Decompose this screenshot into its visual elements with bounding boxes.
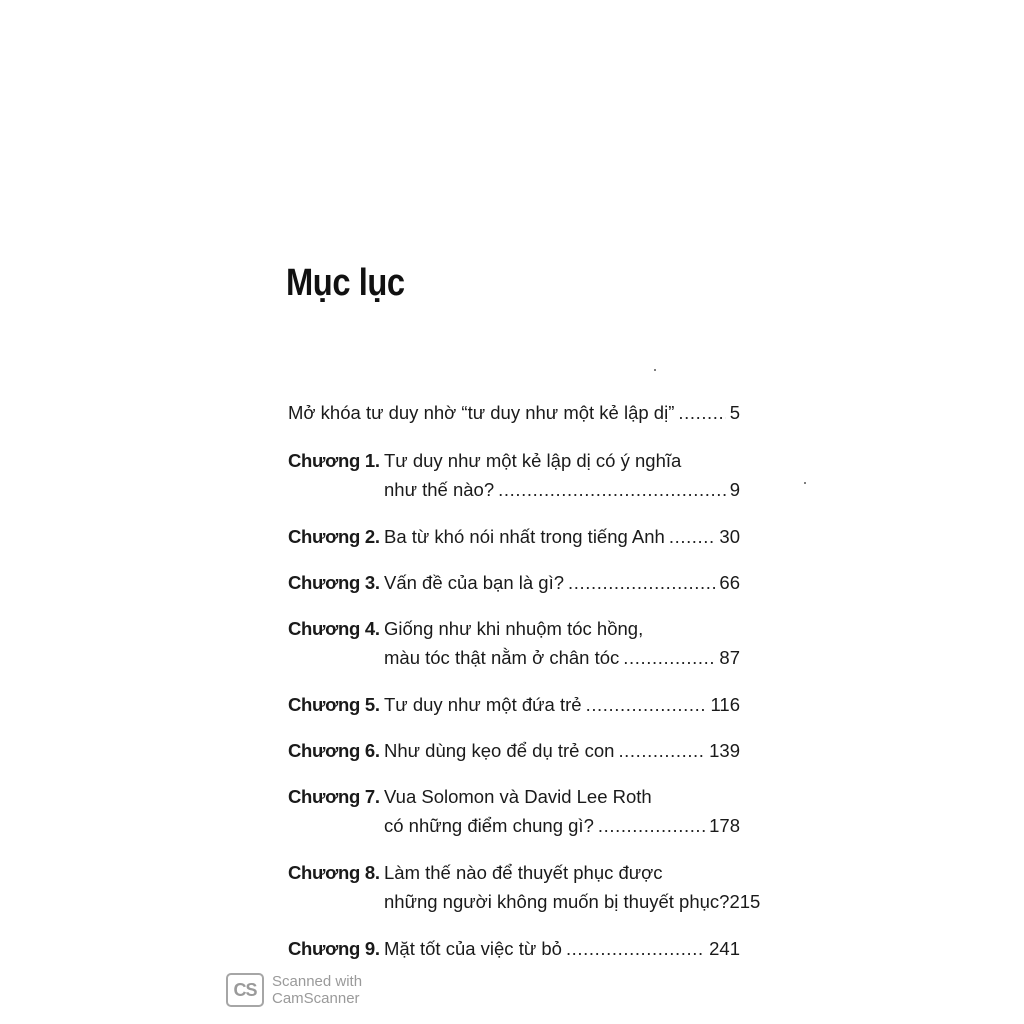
scan-speck [804, 482, 806, 484]
dot-leader [598, 811, 705, 840]
watermark-line-1: Scanned with [272, 973, 363, 990]
page-number: 116 [710, 694, 740, 715]
watermark-line-2: CamScanner [272, 990, 360, 1007]
toc-entry-chapter-8 [288, 858, 761, 916]
page-number: 5 [729, 402, 740, 423]
dot-leader [566, 934, 705, 963]
chapter-label: Chương 2. [288, 526, 380, 547]
toc-entry-chapter-7 [288, 782, 740, 840]
toc-entry-chapter-3 [288, 568, 740, 597]
toc-entry-title: Tư duy như một kẻ lập dị có ý nghĩa [384, 450, 682, 471]
page-number: 178 [709, 815, 740, 836]
toc-entry-title-continued: những người không muốn bị thuyết phục? [384, 891, 730, 912]
toc-entry-title: Mặt tốt của việc từ bỏ [384, 938, 562, 959]
camscanner-logo-icon: CS [226, 973, 264, 1007]
scan-speck [654, 369, 656, 371]
toc-entry-title: Vua Solomon và David Lee Roth [384, 786, 652, 807]
chapter-label: Chương 7. [288, 786, 380, 807]
toc-entry-chapter-4 [288, 614, 740, 672]
page-number: 139 [709, 740, 740, 761]
toc-entry-chapter-2 [288, 522, 740, 551]
chapter-label: Chương 5. [288, 694, 380, 715]
dot-leader [586, 690, 707, 719]
toc-entry-title: Như dùng kẹo để dụ trẻ con [384, 740, 615, 761]
toc-entry-chapter-6 [288, 736, 740, 765]
toc-entry-title: Tư duy như một đứa trẻ [384, 694, 582, 715]
toc-entry-title-continued: có những điểm chung gì? [384, 815, 594, 836]
page-title: Mục lục [286, 262, 405, 304]
page-number: 66 [719, 572, 740, 593]
dot-leader [678, 398, 725, 427]
toc-entry-title: Giống như khi nhuộm tóc hồng, [384, 618, 644, 639]
chapter-label: Chương 6. [288, 740, 380, 761]
chapter-label: Chương 8. [288, 862, 380, 883]
page-number: 9 [729, 479, 740, 500]
chapter-label: Chương 3. [288, 572, 380, 593]
toc-entry-chapter-1 [288, 446, 740, 504]
toc-entry-title: Mở khóa tư duy nhờ “tư duy như một kẻ lập dị” [288, 402, 675, 423]
toc-entry-chapter-5 [288, 690, 740, 719]
dot-leader [498, 475, 726, 504]
page-number: 215 [729, 891, 761, 912]
toc-entry-title: Làm thế nào để thuyết phục được [384, 862, 663, 883]
camscanner-watermark [226, 973, 362, 1007]
dot-leader [669, 522, 716, 551]
toc-entry-title-continued: như thế nào? [384, 479, 495, 500]
chapter-label: Chương 1. [288, 450, 380, 471]
toc-entry-title: Ba từ khó nói nhất trong tiếng Anh [384, 526, 665, 547]
toc-entry-title-continued: màu tóc thật nằm ở chân tóc [384, 647, 620, 668]
chapter-label: Chương 9. [288, 938, 380, 959]
page-number: 87 [719, 647, 740, 668]
chapter-label: Chương 4. [288, 618, 380, 639]
dot-leader [568, 568, 715, 597]
toc-entry-chapter-9 [288, 934, 740, 963]
toc-entry-intro [288, 398, 740, 427]
toc-entry-title: Vấn đề của bạn là gì? [384, 572, 565, 593]
dot-leader [618, 736, 705, 765]
page-number: 241 [709, 938, 740, 959]
page-number: 30 [719, 526, 740, 547]
dot-leader [623, 643, 715, 672]
